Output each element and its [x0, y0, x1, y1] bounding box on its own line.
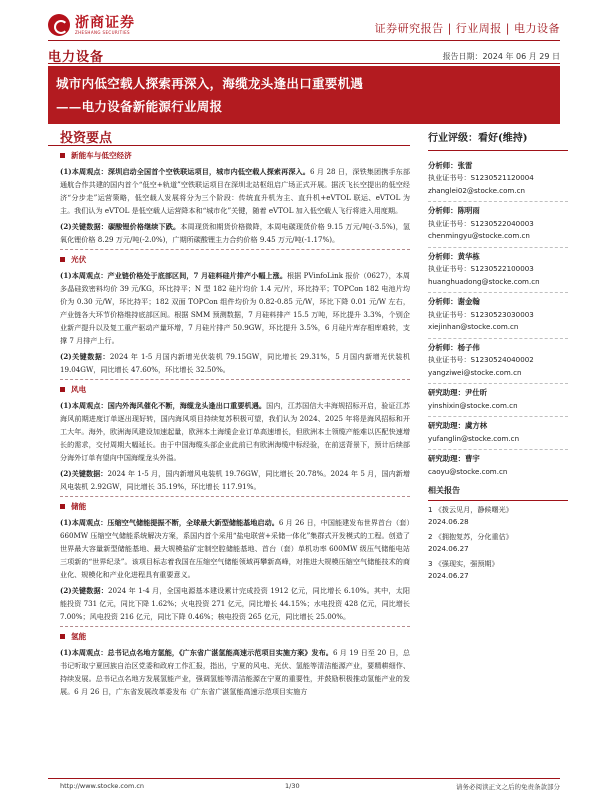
related-list: [428, 504, 568, 583]
analyst-name: 分析师：陈明雨: [428, 206, 480, 215]
section-divider: [60, 626, 410, 627]
para-lead: (1)本周观点：: [60, 518, 108, 527]
doc-type: 证券研究报告 | 行业周报 | 电力设备: [374, 22, 560, 35]
related-report[interactable]: [428, 558, 568, 583]
related-date: 2024.06.28: [428, 517, 469, 526]
header-divider: [48, 40, 560, 41]
para-text: 6 月 26 日，中国能建发布世界首台（套）660MW 压缩空气储能系统解决方案，系国内首个采用“盐电联营+采储一体化”集群式开发模式的工程。创造了世界最大容量新型储能基地、最大规模盐矿定制空腔储能基地、首台（套）单机功率 600MW 级压气储能电站三项新的“世界纪录”。该项目标志着我国在压缩空气储能领域再攀新高峰，对推进大规模压缩空气储能技术的商业化、规模化和产业化进程具有重要意义。: [60, 518, 410, 579]
brand-name-en: ZHESHANG SECURITIES: [75, 29, 130, 35]
paragraph: [60, 165, 410, 217]
section-title: 氢能: [71, 632, 87, 641]
analyst-email[interactable]: xiejinhan@stocke.com.cn: [428, 322, 519, 331]
analyst-email[interactable]: yinshixin@stocke.com.cn: [428, 400, 518, 410]
para-text: 6 月 28 日，深铁集团携手东部通航合作共建的国内首个“低空+轨道”空铁联运项目在深圳北站枢纽启广场正式开展。据沃飞长空提出的低空经济“分步走”运营策略，低空载人发展将分为三个阶段：传统直升机为主、直升机+eVTOL 联运、eVTOL 为主。我们认为 eVTOL 是低空载人运营降本和“城市化”关键，随着 eVTOL 加入低空载人飞行将进入用度期。: [60, 167, 411, 215]
section-square-icon: [60, 504, 65, 509]
highlights-divider: [48, 145, 410, 146]
analyst-name: 分析师：杨子伟: [428, 342, 480, 352]
analyst-email[interactable]: caoyu@stocke.com.cn: [428, 466, 508, 476]
para-bold: 碳酸锂价格继续下跌。: [107, 222, 181, 231]
para-lead: (1)本周观点：: [60, 167, 108, 176]
analyst-email[interactable]: yufanglin@stocke.com.cn: [428, 433, 520, 443]
paragraph: [60, 584, 410, 623]
analyst-entry: [428, 201, 568, 247]
analyst-entry: [428, 292, 568, 338]
related-report[interactable]: [428, 504, 568, 529]
page-number: 1/30: [285, 782, 300, 790]
related-date: 2024.06.27: [428, 544, 469, 553]
footer-url[interactable]: http://www.stocke.com.cn: [60, 782, 145, 790]
analyst-cert: 执业证书号：S1230522100003: [428, 264, 534, 273]
para-text: 本周现货和期货价格微降，本周电碳现货价格 9.15 万元/吨(-3.5%)，氢氧化锂价格 8.29 万元/吨(-2.0%)，广期所碳酸锂主力合约价格 9.45 万元/吨(-1.17%)。: [60, 222, 411, 244]
paragraph: [60, 350, 410, 376]
para-lead: (1)本周观点：: [60, 401, 108, 410]
report-subtitle: ——电力设备新能源行业周报: [56, 99, 223, 114]
section-divider: [60, 379, 410, 380]
section-divider: [60, 249, 410, 250]
paragraph: [60, 220, 410, 246]
analyst-entry: [428, 338, 568, 384]
analyst-email[interactable]: yangziwei@stocke.com.cn: [428, 367, 522, 377]
para-text: 2024 年 1-5 月国内新增光伏装机 79.15GW，同比增长 29.31%，5 月国内新增光伏装机 19.04GW，同比增长 47.60%，环比增长 32.50%。: [60, 352, 410, 374]
footer-disclaimer: 请务必阅读正文之后的免责条款部分: [456, 783, 560, 791]
analyst-name: 研究助理：虞方林: [428, 421, 488, 430]
section-square-icon: [60, 153, 65, 158]
para-bold: 总书记点名地方氢能，《广东省广湛氢能高速示范项目实施方案》发布。: [107, 648, 333, 657]
section-divider: [60, 496, 410, 497]
brand-mark-icon: [48, 14, 70, 36]
para-text: 2024 年 1-4 月，全国电源基本建设累计完成投资 1912 亿元，同比增长 6.10%。其中，太阳能投资 731 亿元，同比下降 1.62%；火电投资 271 亿元，同比增长 44.15%；水电投资 428 亿元，同比增长 7.00%；风电投资 216 亿元，同比下降 0.46%；核电投资 265 亿元，同比增长 25.00%。: [60, 586, 410, 621]
section-title: 风电: [71, 385, 87, 394]
analyst-entry: [428, 449, 568, 482]
para-lead: (2)关键数据：: [60, 222, 108, 231]
industry-rating: 行业评级：看好(维持): [428, 130, 568, 151]
report-title: 城市内低空载人探索再深入，海缆龙头逢出口重要机遇: [56, 76, 364, 91]
section-wind: [60, 383, 410, 396]
brand-logo: [48, 13, 168, 37]
section-title: 新能车与低空经济: [71, 151, 132, 160]
para-lead: (2)关键数据：: [60, 586, 109, 595]
analyst-cert: 执业证书号：S1230522040003: [428, 218, 534, 228]
footer-divider: [48, 778, 560, 779]
related-report[interactable]: [428, 531, 568, 556]
analyst-email[interactable]: huanghuadong@stocke.com.cn: [428, 276, 540, 286]
analyst-entry: [428, 416, 568, 449]
highlights-heading: 投资要点: [60, 131, 113, 146]
analyst-email[interactable]: chenmingyu@stocke.com.cn: [428, 231, 530, 240]
para-bold: 深圳启动全国首个空铁联运项目，城市内低空载人探索再深入。: [107, 167, 311, 176]
highlights-body: [60, 148, 410, 701]
paragraph: [60, 516, 410, 581]
sidebar: [428, 130, 568, 585]
analyst-name: 分析师：黄华栋: [428, 251, 480, 261]
para-lead: (1)本周观点：: [60, 271, 108, 280]
related-title[interactable]: 1 《拨云见月，静候曙光》: [428, 504, 513, 514]
section-square-icon: [60, 387, 65, 392]
paragraph: [60, 399, 410, 464]
analyst-cert: 执业证书号：S1230523030003: [428, 309, 534, 319]
section-storage: [60, 500, 410, 513]
analyst-cert: 执业证书号：S1230521120004: [428, 173, 534, 182]
para-bold: 国内外海风催化不断，海缆龙头逢出口重要机遇。: [107, 401, 267, 410]
para-bold: 产业链价格处于底部区间，7 月硅料硅片排产小幅上涨。: [107, 271, 287, 280]
analyst-name: 研究助理：曹宇: [428, 454, 480, 463]
para-text: 国内，江苏国信大丰海规招标开启，验证江苏海风前期进度订单逐出现好转，国内海风项目持续复苏积极可望，我们认为 2024、2025 年将是海风招标和开工大年。海外，欧洲海风建设加速起量，欧洲本土海缆企业订单高速增长，但欧洲本土领缆产能难以匹配快速增长的需求，交付周期大幅延长。由于中国海缆头部企业此前已有欧洲海缆中标经验，在前送背景下，预计后续部分海外订单有望向中国海缆龙头外溢。: [60, 401, 410, 462]
para-text: 6 月 19 日至 20 日，总书记听取宁夏回族自治区党委和政府工作汇报，指出，宁夏的风电、光伏、氢能等清洁能源产业，要精耕细作、持续发展。总书记点名地方发展氢能产业，强调氢能等清洁能源在宁夏的重要性，并鼓励积极推动氢能产业的发展。6 月 26 日，广东省发展改革委发布《广东省广湛氢能高速示范项目实施方: [60, 648, 411, 696]
related-title[interactable]: 3 《强现实，强预期》: [428, 558, 499, 568]
para-lead: (2)关键数据：: [60, 469, 108, 478]
analyst-name: 分析师：张雷: [428, 160, 473, 170]
paragraph: [60, 646, 410, 698]
analyst-cert: 执业证书号：S1230524040002: [428, 355, 534, 364]
para-lead: (1)本周观点：: [60, 648, 108, 657]
analyst-email[interactable]: zhanglei02@stocke.com.cn: [428, 185, 525, 195]
section-ev-lowalt: [60, 149, 410, 162]
para-text: 根据 PVinfoLink 报价（0627），本周多晶硅致密料均价 39 元/KG，环比持平；N 型 182 硅片均价 1.4 元/片，环比持平；TOPCon 182 电池片均价为 0.30 元/W，环比持平；182 双面 TOPCon 组件均价为 0.82-0.85 元/W，环比下降 0.01 元/W 左右，产业链各大环节价格维持底部区间。根据 SMM 预测数据，7 月硅料排产 15.5 万吨，环比提升 3.3%，个别企业新产提升以及复工重产驱动产量环增，7 月硅片排产 50.9GW，环比提升 3.5%，6 月硅片库存相库难转，支撑 7 月排产上行。: [60, 271, 410, 345]
analyst-entry: [428, 383, 568, 416]
date-divider: [48, 63, 560, 64]
para-bold: 压缩空气储能提振不断，全球最大新型储能基地启动。: [107, 518, 279, 527]
section-square-icon: [60, 257, 65, 262]
related-heading: 相关报告: [428, 485, 568, 501]
related-date: 2024.06.27: [428, 571, 469, 580]
paragraph: [60, 269, 410, 347]
analyst-name: 分析师：谢金翰: [428, 297, 480, 306]
section-title: 光伏: [71, 255, 87, 264]
section-hydrogen: [60, 630, 410, 643]
para-text: 2024 年 1-5 月，国内新增风电装机 19.76GW，同比增长 20.78%。2024 年 5 月，国内新增风电装机 2.92GW，同比增长 35.19%，环比增长 117.91%。: [60, 469, 410, 491]
title-banner: [48, 66, 560, 124]
related-title[interactable]: 2 《拥抱复苏，分化重估》: [428, 531, 513, 541]
analyst-entry: [428, 247, 568, 293]
report-date: 报告日期：2024 年 06 月 29 日: [439, 51, 560, 62]
analyst-entry: [428, 157, 568, 202]
analyst-name: 研究助理：尹仕昕: [428, 388, 488, 397]
brand-name: 浙商证券: [75, 14, 135, 31]
section-pv: [60, 253, 410, 266]
paragraph: [60, 467, 410, 493]
section-square-icon: [60, 634, 65, 639]
analyst-list: [428, 157, 568, 483]
sector-label: 电力设备: [48, 50, 105, 65]
section-title: 储能: [71, 502, 87, 511]
para-lead: (2)关键数据：: [60, 352, 110, 361]
